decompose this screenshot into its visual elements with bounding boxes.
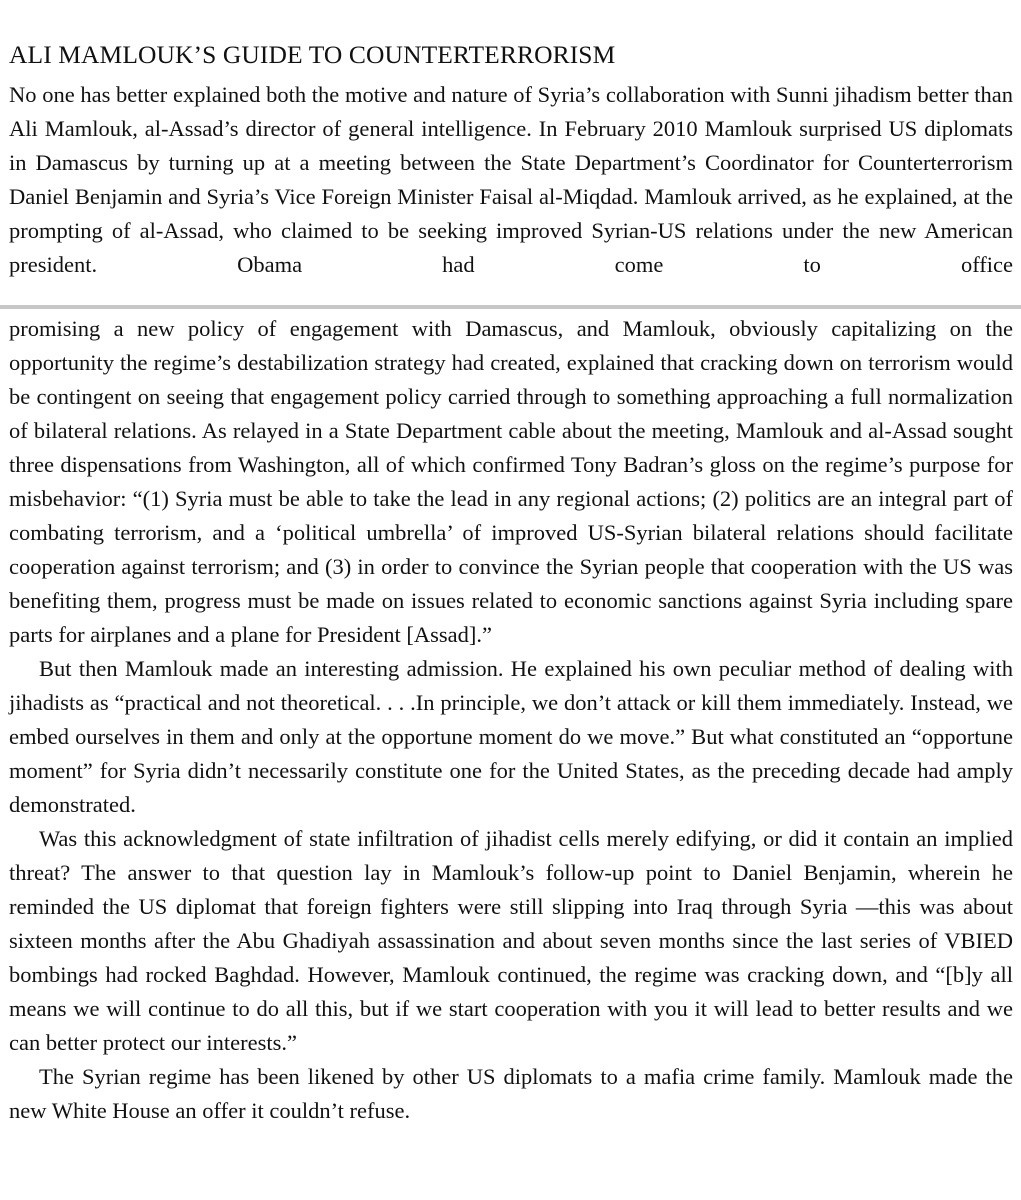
intro-paragraph: No one has better explained both the motive and nature of Syria’s collaboration with Sunni jihadism better than Ali Mamlouk, al-Assad’s director of general intelligence. In February 2010 Mamlouk surprised US diplomats in Damascus by turning up at a meeting between the State Department’s Coordinator for Counterterrorism Daniel Benjamin and Syria’s Vice Foreign Minister Faisal al-Miqdad. Mamlouk arrived, as he explained, at the prompting of al-Assad, who claimed to be seeking improved Syrian-US relations under the new American president. Obama had come to office <box>9 82 1013 277</box>
paragraph-admission: But then Mamlouk made an interesting admission. He explained his own peculiar method of dealing with jihadists as “practical and not theoretical. . . .In principle, we don’t attack or kill them immediately. Instead, we embed ourselves in them and only at the opportune moment do we move.” But what constituted an “opportune moment” for Syria didn’t necessarily constitute one for the United States, as the preceding decade had amply demonstrated. <box>9 656 1013 817</box>
document-top-section <box>9 38 1013 282</box>
paragraph-threat: Was this acknowledgment of state infiltration of jihadist cells merely edifying, or did it contain an implied threat? The answer to that question lay in Mamlouk’s follow-up point to Daniel Benjamin, wherein he reminded the US diplomat that foreign fighters were still slipping into Iraq through Syria —this was about sixteen months after the Abu Ghadiyah assassination and about seven months since the last series of VBIED bombings had rocked Baghdad. However, Mamlouk continued, the regime was cracking down, and “[b]y all means we will continue to do all this, but if we start cooperation with you it will lead to better results and we can better protect our interests.” <box>9 826 1013 1055</box>
paragraph-continuation: promising a new policy of engagement with Damascus, and Mamlouk, obviously capitalizing on the opportunity the regime’s destabilization strategy had created, explained that cracking down on terrorism would be contingent on seeing that engagement policy carried through to something approaching a full normalization of bilateral relations. As relayed in a State Department cable about the meeting, Mamlouk and al-Assad sought three dispensations from Washington, all of which confirmed Tony Badran’s gloss on the regime’s purpose for misbehavior: “(1) Syria must be able to take the lead in any regional actions; (2) politics are an integral part of combating terrorism, and a ‘political umbrella’ of improved US-Syrian bilateral relations should facilitate cooperation against terrorism; and (3) in order to convince the Syrian people that cooperation with the US was benefiting them, progress must be made on issues related to economic sanctions against Syria including spare parts for airplanes and a plane for President [Assad].” <box>9 316 1013 647</box>
paragraph-conclusion: The Syrian regime has been likened by other US diplomats to a mafia crime family. Mamlouk made the new White House an offer it couldn’t refuse. <box>9 1064 1013 1123</box>
section-heading: ALI MAMLOUK’S GUIDE TO COUNTERTERRORISM <box>9 40 616 69</box>
page-divider <box>0 305 1021 309</box>
document-bottom-section <box>9 312 1013 1128</box>
